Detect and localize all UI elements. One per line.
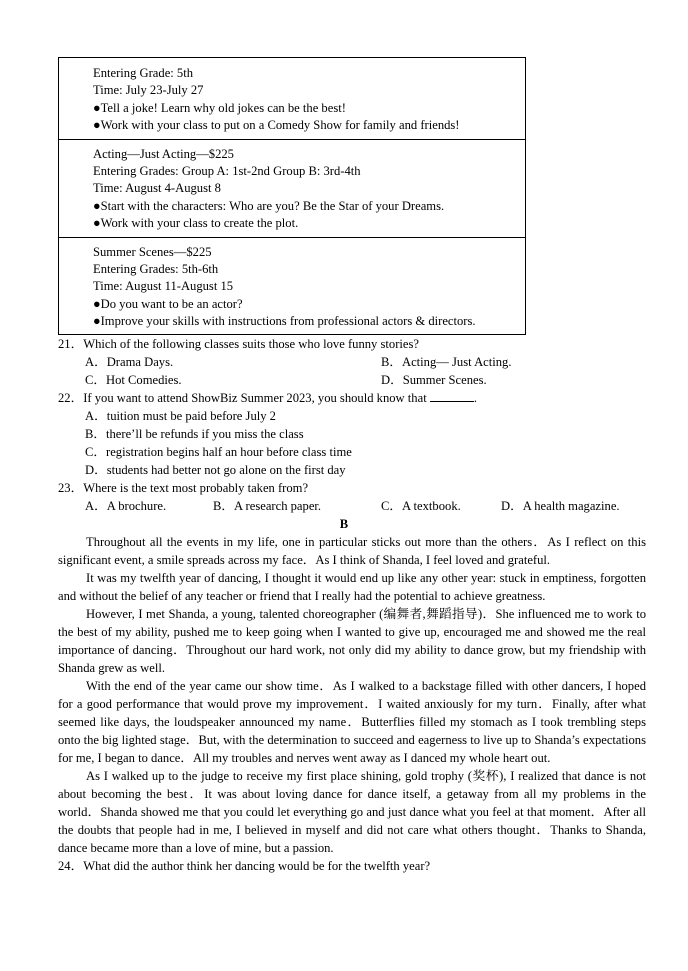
passage-paragraph: However, I met Shanda, a young, talented choreographer (编舞者,舞蹈指导)．She influenced me to work to the best of my ability, pushed me to keep going when I wanted to give up, encouraged me and showed me the real importance of dancing．Throughout our hard work, not only did my ability to dance grow, but my friendship with Shanda grew as well. [58,607,646,675]
table-line: Time: August 4-August 8 [93,181,221,196]
passage-paragraph: It was my twelfth year of dancing, I thought it would end up like any other year: stuck in emptiness, forgotten and without the belief of any teacher or friend that I really had the potential to achieve greatness. [58,571,646,603]
table-cell-acting [59,139,525,237]
table-line: ●Improve your skills with instructions from professional actors & directors. [93,314,476,329]
table-line: Summer Scenes—$225 [93,244,212,259]
table-line: ●Work with your class to put on a Comedy Show for family and friends! [93,118,460,133]
question-22-option-c: C．registration begins half an hour before class time [85,445,352,459]
reading-passage [58,533,646,875]
table-line: ●Work with your class to create the plot. [93,216,299,231]
question-23-stem: 23．Where is the text most probably taken from? [58,481,309,495]
table-line: Entering Grades: 5th-6th [93,261,219,276]
table-line: Acting—Just Acting—$225 [93,146,234,161]
question-23-option-a: A．A brochure. [85,499,167,513]
question-22-option-b: B．there’ll be refunds if you miss the class [85,427,304,441]
question-22-option-d: D．students had better not go alone on the first day [85,463,346,477]
table-line: Time: August 11-August 15 [93,279,234,294]
question-21-option-b: B．Acting— Just Acting. [381,355,512,369]
question-23-option-c: C．A textbook. [381,499,461,513]
section-heading-b: B [339,517,349,531]
class-schedule-table [58,57,526,335]
table-line: Entering Grade: 5th [93,66,194,80]
question-22-option-a: A．tuition must be paid before July 2 [85,409,276,423]
question-21-option-d: D．Summer Scenes. [381,373,487,387]
question-22-stem [58,389,477,407]
question-24-stem: 24．What did the author think her dancing would be for the twelfth year? [58,859,431,873]
answer-blank [430,389,474,402]
table-line: ●Start with the characters: Who are you? Be the Star of your Dreams. [93,198,445,213]
question-21-stem: 21．Which of the following classes suits those who love funny stories? [58,337,419,351]
question-23-option-b: B．A research paper. [213,499,322,513]
question-23-option-d: D．A health magazine. [501,499,620,513]
question-22-stem-text: 22．If you want to attend ShowBiz Summer 2023, you should know that [58,391,427,405]
passage-paragraph: As I walked up to the judge to receive my first place shining, gold trophy (奖杯), I realized that dance is not about becoming the best．It was about loving dance for dance itself, a getaway from all my problems in the world．Shanda showed me that you could let everything go and just dance what you feel at that moment．After all the doubts that people had in me, I believed in myself and did not care what others thought．Thanks to Shanda, dance became more than a love of mine, but a passion. [58,769,646,855]
passage-paragraph: With the end of the year came our show time．As I walked to a backstage filled with other dancers, I hoped for a good performance that would prove my improvement．I waited anxiously for my turn．Finally, after what seemed like days, the loudspeaker announced my name．Butterflies filled my stomach as I took trembling steps onto the big lighted stage．But, with the determination to succeed and eagerness to live up to Shanda’s expectations for me, I began to dance．All my troubles and nerves went away as I danced my whole heart out. [58,679,646,765]
question-21-option-c: C．Hot Comedies. [85,373,182,387]
table-cell-summer-scenes [59,237,525,335]
question-22-stem-end: . [473,391,477,405]
table-line: ●Tell a joke! Learn why old jokes can be the best! [93,100,346,115]
passage-paragraph: Throughout all the events in my life, one in particular sticks out more than the others．As I reflect on this significant event, a smile spreads across my face．As I think of Shanda, I feel loved and grateful. [58,535,646,567]
table-line: Entering Grades: Group A: 1st-2nd Group B: 3rd-4th [93,163,361,178]
table-line: Time: July 23-July 27 [93,83,204,98]
table-cell-comedy [59,58,525,139]
question-21-option-a: A．Drama Days. [85,355,174,369]
table-line: ●Do you want to be an actor? [93,296,243,311]
